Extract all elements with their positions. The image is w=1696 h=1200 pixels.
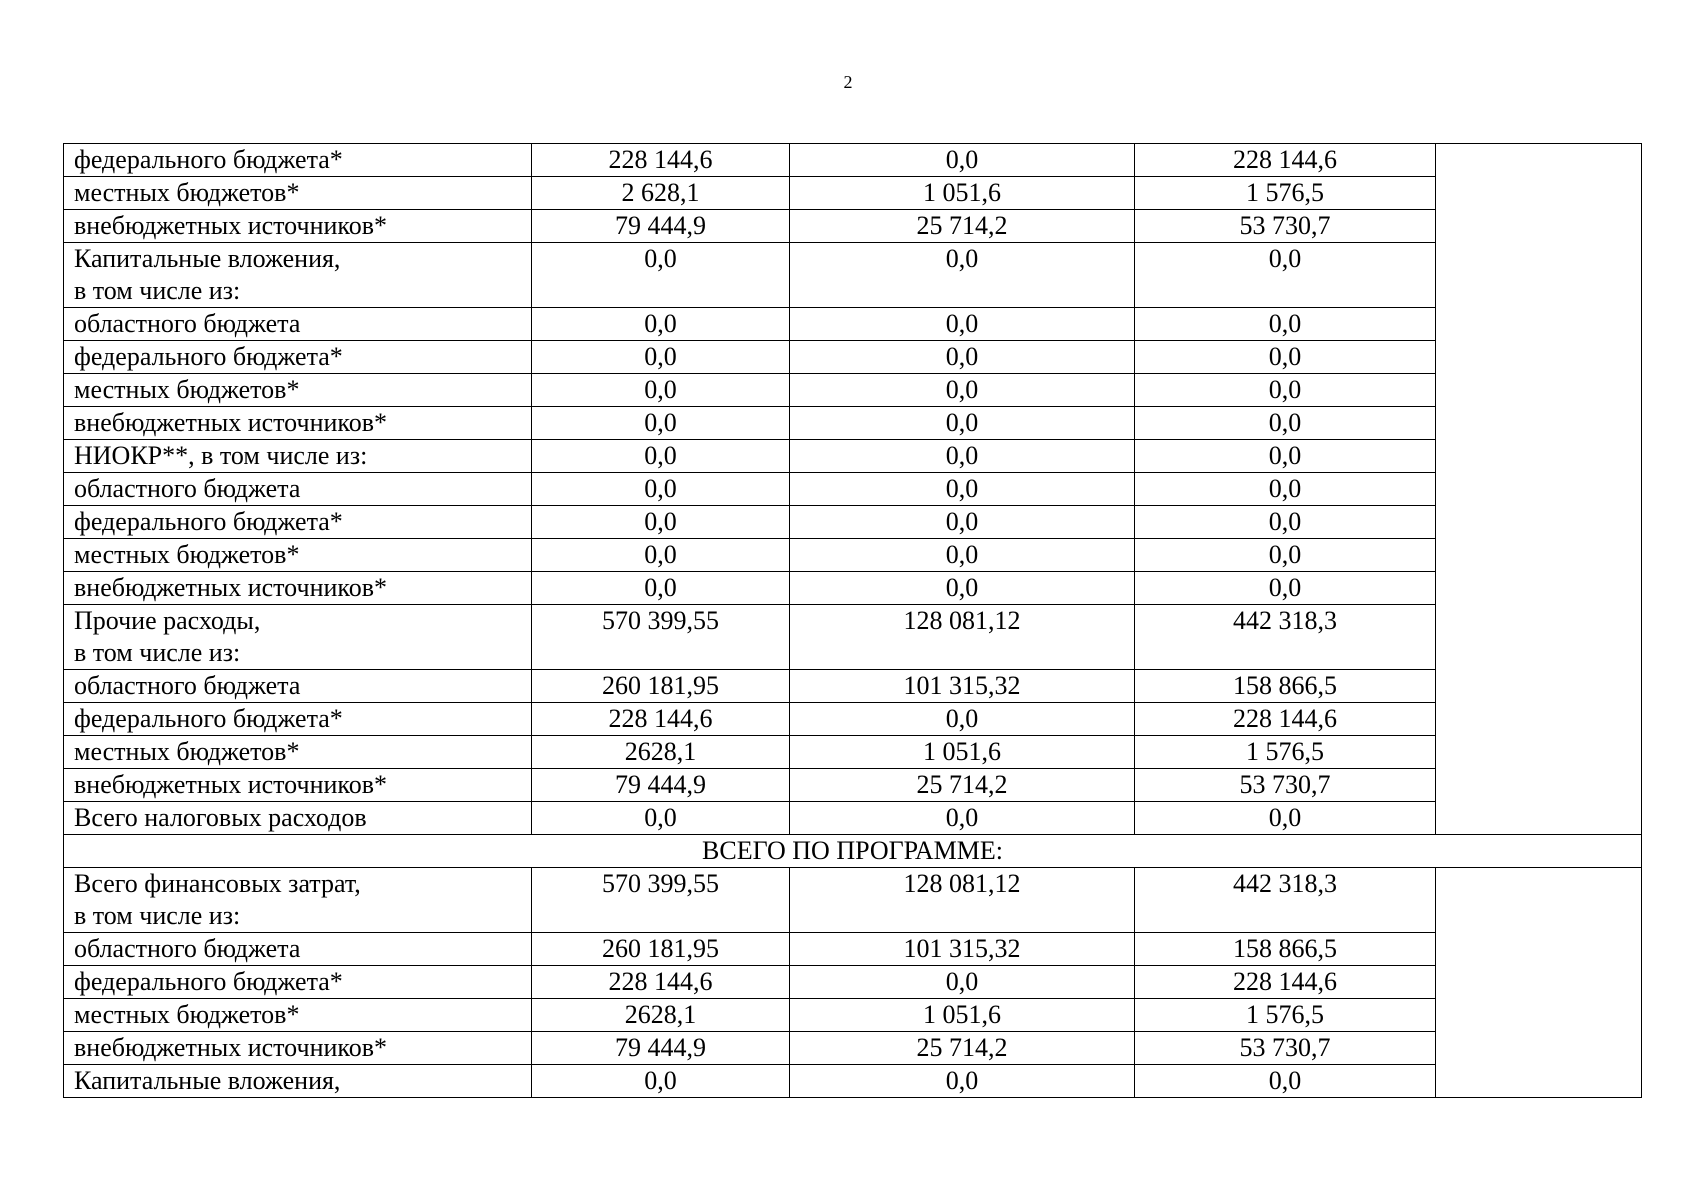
- row-label-cell: [64, 506, 532, 539]
- value-cell-year-2: 0,0: [1135, 341, 1436, 374]
- value-cell-year-1: 1 051,6: [790, 177, 1135, 210]
- value-cell-year-2: 53 730,7: [1135, 769, 1436, 802]
- value-cell-year-2: 0,0: [1135, 243, 1436, 308]
- row-label-cell: [64, 440, 532, 473]
- row-label-cell: [64, 374, 532, 407]
- row-label: областного бюджета: [74, 309, 301, 338]
- empty-cell: [1436, 374, 1642, 407]
- value-cell-year-2: 0,0: [1135, 572, 1436, 605]
- value-cell-year-2: 0,0: [1135, 374, 1436, 407]
- value-cell-year-1: 0,0: [790, 243, 1135, 308]
- value-cell-total: 228 144,6: [532, 703, 790, 736]
- table-row: [64, 868, 1642, 933]
- table-row: [64, 605, 1642, 670]
- value-cell-year-2: 1 576,5: [1135, 177, 1436, 210]
- table-row: [64, 374, 1642, 407]
- row-label: Всего налоговых расходов: [74, 803, 367, 832]
- table-row: [64, 802, 1642, 835]
- empty-cell: [1436, 308, 1642, 341]
- empty-cell: [1436, 144, 1642, 177]
- value-cell-total: 260 181,95: [532, 670, 790, 703]
- empty-cell: [1436, 210, 1642, 243]
- value-cell-year-1: 0,0: [790, 341, 1135, 374]
- row-label: местных бюджетов*: [74, 737, 300, 766]
- value-cell-year-1: 101 315,32: [790, 933, 1135, 966]
- empty-cell: [1436, 177, 1642, 210]
- row-label-cell: [64, 802, 532, 835]
- empty-cell: [1436, 802, 1642, 835]
- value-cell-total: 79 444,9: [532, 1032, 790, 1065]
- value-cell-total: 0,0: [532, 506, 790, 539]
- row-label-cell: [64, 670, 532, 703]
- value-cell-year-2: 0,0: [1135, 1065, 1436, 1098]
- value-cell-total: 0,0: [532, 539, 790, 572]
- value-cell-year-1: 0,0: [790, 440, 1135, 473]
- value-cell-total: 2 628,1: [532, 177, 790, 210]
- row-label-cell: [64, 539, 532, 572]
- empty-cell: [1436, 572, 1642, 605]
- value-cell-total: 0,0: [532, 473, 790, 506]
- value-cell-year-1: 0,0: [790, 966, 1135, 999]
- row-label-cell: [64, 177, 532, 210]
- value-cell-year-1: 128 081,12: [790, 605, 1135, 670]
- row-label: внебюджетных источников*: [74, 573, 387, 602]
- row-label-cell: [64, 341, 532, 374]
- empty-cell: [1436, 966, 1642, 999]
- value-cell-total: 2628,1: [532, 999, 790, 1032]
- value-cell-year-2: 0,0: [1135, 308, 1436, 341]
- table-row: [64, 670, 1642, 703]
- table-row: [64, 1032, 1642, 1065]
- row-label-cell: [64, 933, 532, 966]
- row-label: внебюджетных источников*: [74, 211, 387, 240]
- table-row: [64, 572, 1642, 605]
- table-row: [64, 933, 1642, 966]
- value-cell-year-2: 228 144,6: [1135, 144, 1436, 177]
- empty-cell: [1436, 506, 1642, 539]
- value-cell-year-1: 101 315,32: [790, 670, 1135, 703]
- row-label: местных бюджетов*: [74, 375, 300, 404]
- value-cell-year-2: 0,0: [1135, 539, 1436, 572]
- table-row: [64, 966, 1642, 999]
- row-label: НИОКР**, в том числе из:: [74, 441, 368, 470]
- row-label-cell: [64, 868, 532, 933]
- empty-cell: [1436, 473, 1642, 506]
- row-label: федерального бюджета*: [74, 704, 343, 733]
- value-cell-year-1: 0,0: [790, 407, 1135, 440]
- value-cell-year-1: 0,0: [790, 572, 1135, 605]
- empty-cell: [1436, 407, 1642, 440]
- row-label: внебюджетных источников*: [74, 408, 387, 437]
- table-row: [64, 703, 1642, 736]
- budget-table-body: [64, 144, 1642, 1098]
- row-label: местных бюджетов*: [74, 1000, 300, 1029]
- value-cell-year-1: 25 714,2: [790, 1032, 1135, 1065]
- value-cell-year-2: 0,0: [1135, 473, 1436, 506]
- value-cell-year-1: 0,0: [790, 703, 1135, 736]
- row-label-cell: [64, 1065, 532, 1098]
- value-cell-year-2: 0,0: [1135, 802, 1436, 835]
- table-row: [64, 473, 1642, 506]
- row-label-cell: [64, 736, 532, 769]
- row-label-continuation: в том числе из:: [74, 638, 241, 667]
- row-label: федерального бюджета*: [74, 507, 343, 536]
- row-label-cell: [64, 243, 532, 308]
- value-cell-year-2: 53 730,7: [1135, 1032, 1436, 1065]
- section-row: [64, 835, 1642, 868]
- table-row: [64, 144, 1642, 177]
- value-cell-year-2: 158 866,5: [1135, 670, 1436, 703]
- row-label: Капитальные вложения,: [74, 1066, 341, 1095]
- empty-cell: [1436, 703, 1642, 736]
- value-cell-year-1: 0,0: [790, 802, 1135, 835]
- row-label: областного бюджета: [74, 671, 301, 700]
- value-cell-total: 228 144,6: [532, 144, 790, 177]
- value-cell-year-2: 0,0: [1135, 506, 1436, 539]
- value-cell-total: 570 399,55: [532, 868, 790, 933]
- table-row: [64, 736, 1642, 769]
- row-label-cell: [64, 966, 532, 999]
- row-label-cell: [64, 572, 532, 605]
- value-cell-total: 228 144,6: [532, 966, 790, 999]
- value-cell-year-2: 158 866,5: [1135, 933, 1436, 966]
- empty-cell: [1436, 868, 1642, 933]
- row-label: Прочие расходы,: [74, 606, 261, 635]
- value-cell-total: 79 444,9: [532, 769, 790, 802]
- row-label-cell: [64, 1032, 532, 1065]
- value-cell-year-1: 0,0: [790, 1065, 1135, 1098]
- row-label-cell: [64, 703, 532, 736]
- value-cell-total: 79 444,9: [532, 210, 790, 243]
- value-cell-year-2: 228 144,6: [1135, 966, 1436, 999]
- value-cell-total: 0,0: [532, 802, 790, 835]
- value-cell-total: 0,0: [532, 1065, 790, 1098]
- value-cell-year-1: 1 051,6: [790, 999, 1135, 1032]
- empty-cell: [1436, 440, 1642, 473]
- table-row: [64, 440, 1642, 473]
- budget-table: [63, 143, 1642, 1098]
- value-cell-year-1: 25 714,2: [790, 210, 1135, 243]
- row-label: Всего финансовых затрат,: [74, 869, 361, 898]
- value-cell-year-2: 53 730,7: [1135, 210, 1436, 243]
- value-cell-year-1: 0,0: [790, 473, 1135, 506]
- row-label-continuation: в том числе из:: [74, 276, 241, 305]
- row-label-continuation: в том числе из:: [74, 901, 241, 930]
- value-cell-year-2: 1 576,5: [1135, 999, 1436, 1032]
- value-cell-year-2: 228 144,6: [1135, 703, 1436, 736]
- value-cell-total: 0,0: [532, 243, 790, 308]
- value-cell-total: 0,0: [532, 374, 790, 407]
- value-cell-year-1: 1 051,6: [790, 736, 1135, 769]
- table-row: [64, 999, 1642, 1032]
- value-cell-year-1: 128 081,12: [790, 868, 1135, 933]
- value-cell-total: 0,0: [532, 407, 790, 440]
- value-cell-year-2: 0,0: [1135, 440, 1436, 473]
- value-cell-year-2: 442 318,3: [1135, 868, 1436, 933]
- row-label: Капитальные вложения,: [74, 244, 341, 273]
- empty-cell: [1436, 1065, 1642, 1098]
- table-row: [64, 341, 1642, 374]
- row-label: областного бюджета: [74, 934, 301, 963]
- row-label: федерального бюджета*: [74, 145, 343, 174]
- row-label: местных бюджетов*: [74, 178, 300, 207]
- table-row: [64, 407, 1642, 440]
- value-cell-year-2: 442 318,3: [1135, 605, 1436, 670]
- empty-cell: [1436, 341, 1642, 374]
- row-label: внебюджетных источников*: [74, 1033, 387, 1062]
- row-label-cell: [64, 407, 532, 440]
- row-label-cell: [64, 999, 532, 1032]
- page-number: 2: [843, 72, 853, 92]
- value-cell-year-2: 0,0: [1135, 407, 1436, 440]
- value-cell-total: 0,0: [532, 341, 790, 374]
- row-label-cell: [64, 473, 532, 506]
- row-label: местных бюджетов*: [74, 540, 300, 569]
- table-row: [64, 308, 1642, 341]
- empty-cell: [1436, 539, 1642, 572]
- value-cell-total: 0,0: [532, 572, 790, 605]
- value-cell-year-1: 25 714,2: [790, 769, 1135, 802]
- value-cell-year-1: 0,0: [790, 539, 1135, 572]
- row-label-cell: [64, 605, 532, 670]
- table-row: [64, 506, 1642, 539]
- table-row: [64, 177, 1642, 210]
- empty-cell: [1436, 243, 1642, 308]
- row-label: федерального бюджета*: [74, 967, 343, 996]
- value-cell-year-1: 0,0: [790, 374, 1135, 407]
- value-cell-year-2: 1 576,5: [1135, 736, 1436, 769]
- value-cell-total: 2628,1: [532, 736, 790, 769]
- value-cell-total: 570 399,55: [532, 605, 790, 670]
- table-row: [64, 210, 1642, 243]
- section-title: ВСЕГО ПО ПРОГРАММЕ:: [64, 835, 1642, 868]
- row-label-cell: [64, 144, 532, 177]
- table-row: [64, 1065, 1642, 1098]
- empty-cell: [1436, 769, 1642, 802]
- row-label-cell: [64, 308, 532, 341]
- table-row: [64, 769, 1642, 802]
- empty-cell: [1436, 933, 1642, 966]
- row-label-cell: [64, 769, 532, 802]
- table-row: [64, 539, 1642, 572]
- value-cell-total: 0,0: [532, 308, 790, 341]
- value-cell-year-1: 0,0: [790, 144, 1135, 177]
- value-cell-total: 0,0: [532, 440, 790, 473]
- row-label-cell: [64, 210, 532, 243]
- table-row: [64, 243, 1642, 308]
- row-label: внебюджетных источников*: [74, 770, 387, 799]
- value-cell-total: 260 181,95: [532, 933, 790, 966]
- value-cell-year-1: 0,0: [790, 308, 1135, 341]
- empty-cell: [1436, 1032, 1642, 1065]
- empty-cell: [1436, 670, 1642, 703]
- empty-cell: [1436, 736, 1642, 769]
- empty-cell: [1436, 999, 1642, 1032]
- row-label: областного бюджета: [74, 474, 301, 503]
- empty-cell: [1436, 605, 1642, 670]
- value-cell-year-1: 0,0: [790, 506, 1135, 539]
- row-label: федерального бюджета*: [74, 342, 343, 371]
